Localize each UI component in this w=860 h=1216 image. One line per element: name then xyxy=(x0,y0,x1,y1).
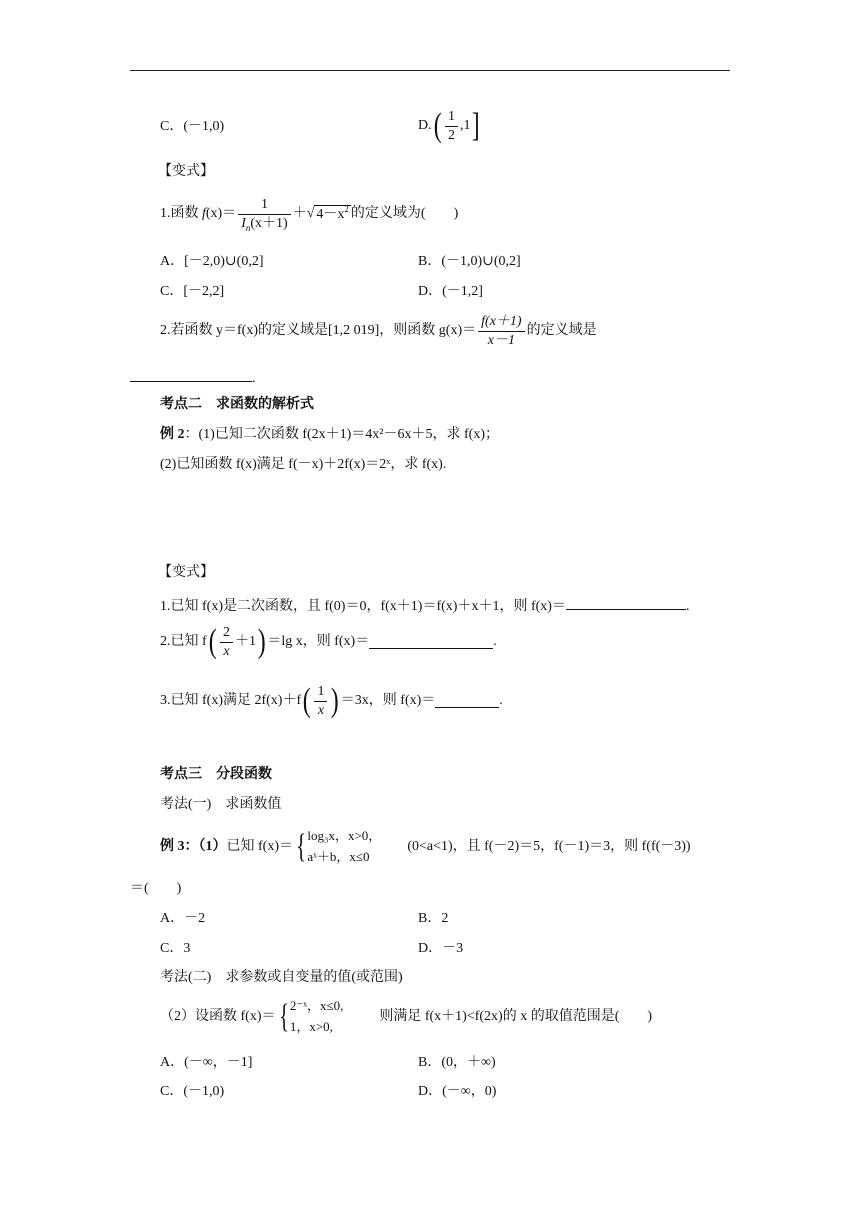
example3-option-b: B．2 xyxy=(418,911,449,926)
variant1-heading: 【变式】 xyxy=(158,164,214,179)
example3-line1: 例 3：（1）已知 f(x)＝{ log₃x，x>0， aˣ＋b，x≤0 (0<a<1)，且 f(－2)＝5，f(－1)＝3，则 f(f(－3)) xyxy=(160,826,691,868)
option-d-label: D. xyxy=(418,118,432,133)
example3b-option-d: D．(－∞，0) xyxy=(418,1084,497,1099)
example3b-option-a: A．(－∞，－1] xyxy=(160,1055,253,1070)
right-paren: ] xyxy=(472,107,481,144)
section2-title: 考点二 求函数的解析式 xyxy=(160,397,314,412)
example2-line1: 例 2：(1)已知二次函数 f(2x＋1)＝4x²－6x＋5，求 f(x)； xyxy=(160,427,499,442)
variant1-option-b: B．(－1,0)∪(0,2] xyxy=(418,254,521,269)
variant1-q1: 1.函数 f(x)＝ $\frac{1}{I_n(x+1)}$ ＋√ $4-x^2$ 的定义域为( ) xyxy=(160,197,459,233)
left-paren: ( xyxy=(433,107,442,144)
variant1-option-c: C．[－2,2] xyxy=(160,284,225,299)
q2-fraction: $\frac{f(x+1)}{x-1}$ xyxy=(478,313,524,349)
variant1-option-a: A．[－2,0)∪(0,2] xyxy=(160,254,264,269)
example3-option-d: D．－3 xyxy=(418,941,464,956)
variant2-q2: 2.已知 f( $\frac{2}{x}$ ＋1) ＝lg x，则 f(x)＝ . xyxy=(160,623,497,660)
q3v-fraction: $\frac{1}{x}$ xyxy=(314,683,327,719)
variant1-q2: 2.若函数 y＝f(x)的定义域是[1,2 019]，则函数 g(x)＝ $\frac{f(x+1)}{x-1}$ 的定义域是 xyxy=(160,314,597,348)
piecewise-cases-1: log₃x，x>0， aˣ＋b，x≤0 xyxy=(307,828,382,864)
example3b-option-b: B．(0，＋∞) xyxy=(418,1055,496,1070)
variant2-heading: 【变式】 xyxy=(158,565,214,580)
variant1-option-d: D．(－1,2] xyxy=(418,284,483,299)
variant1-q2-blank-line: . xyxy=(130,368,256,386)
sqrt-expression: $4-x^2$ xyxy=(316,203,349,223)
header-rule xyxy=(130,70,730,71)
q1-fraction: $\frac{1}{I_n(x+1)}$ xyxy=(238,196,291,232)
variant2-q3: 3.已知 f(x)满足 2f(x)＋f( $\frac{1}{x}$ ) ＝3x，则 f(x)＝ . xyxy=(160,682,503,719)
q2v-fraction: $\frac{2}{x}$ xyxy=(220,624,233,660)
option-c-top: C．(－1,0) xyxy=(160,119,225,134)
fraction-half: $\frac{1}{2}$ xyxy=(445,108,458,144)
option-d-rest: ,1 xyxy=(459,118,471,133)
method1-heading: 考法(一) 求函数值 xyxy=(160,797,282,812)
example3-option-a: A．－2 xyxy=(160,911,206,926)
piecewise-cases-2: 2⁻ˣ，x≤0, 1，x>0, xyxy=(289,998,344,1034)
example2-line2: (2)已知函数 f(x)满足 f(－x)＋2f(x)＝2ˣ，求 f(x). xyxy=(160,457,447,472)
method2-heading: 考法(二) 求参数或自变量的值(或范围) xyxy=(160,970,403,985)
example3b-option-c: C．(－1,0) xyxy=(160,1084,225,1099)
example3-continuation: ＝( ) xyxy=(130,881,182,896)
variant2-q1: 1.已知 f(x)是二次函数，且 f(0)＝0，f(x＋1)＝f(x)＋x＋1，则 f(x)＝ . xyxy=(160,596,689,614)
example3-option-c: C．3 xyxy=(160,941,191,956)
example3b-line: （2）设函数 f(x)＝{ 2⁻ˣ，x≤0, 1，x>0, 则满足 f(x＋1)<f(2x)的 x 的取值范围是( ) xyxy=(160,996,652,1038)
section3-title: 考点三 分段函数 xyxy=(160,767,272,782)
option-d-top xyxy=(418,108,482,144)
